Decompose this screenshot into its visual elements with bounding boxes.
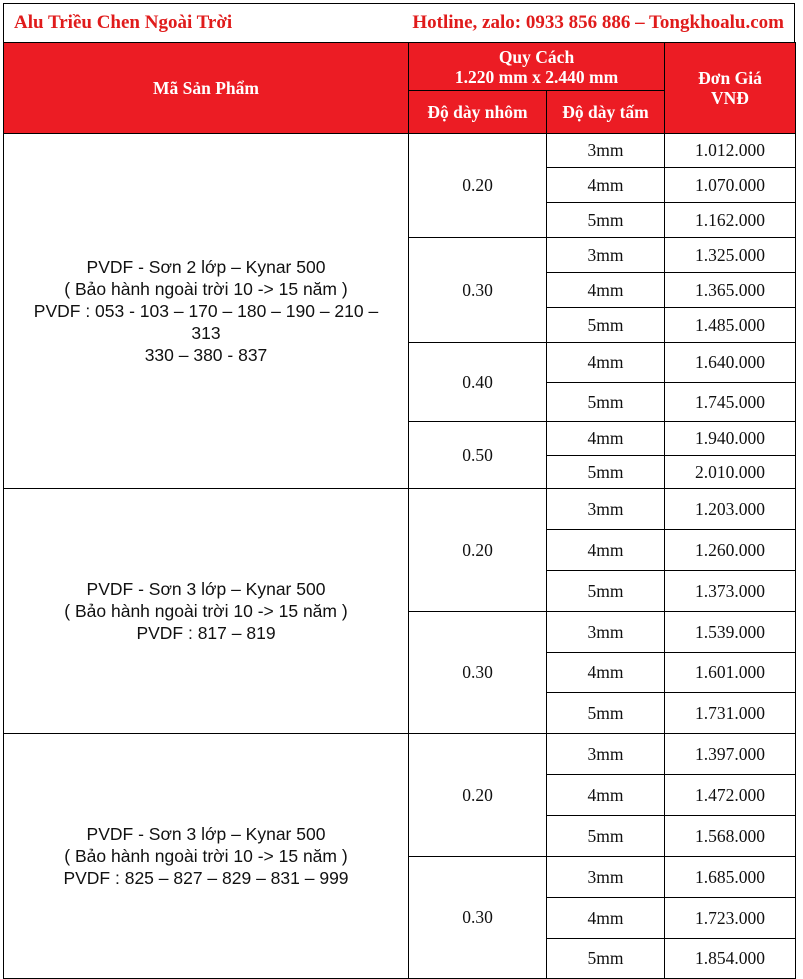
price-table — [3, 42, 796, 979]
panel-thickness-cell: 4mm — [547, 775, 665, 816]
header-panel-thickness: Độ dày tấm — [547, 91, 665, 134]
product-line: ( Bảo hành ngoài trời 10 -> 15 năm ) — [64, 846, 348, 866]
product-line: ( Bảo hành ngoài trời 10 -> 15 năm ) — [64, 279, 348, 299]
price-cell: 1.365.000 — [665, 273, 796, 308]
table-row — [4, 734, 796, 775]
panel-thickness-cell: 5mm — [547, 308, 665, 343]
price-cell: 1.854.000 — [665, 939, 796, 979]
panel-thickness-cell: 3mm — [547, 489, 665, 530]
product-line: PVDF : 817 – 819 — [136, 623, 276, 643]
panel-thickness-cell: 3mm — [547, 612, 665, 653]
product-line: PVDF : 825 – 827 – 829 – 831 – 999 — [63, 868, 349, 888]
product-cell — [4, 134, 409, 489]
price-cell: 1.485.000 — [665, 308, 796, 343]
price-cell: 1.203.000 — [665, 489, 796, 530]
price-cell: 1.373.000 — [665, 571, 796, 612]
product-line: PVDF - Sơn 3 lớp – Kynar 500 — [86, 824, 326, 844]
header-price-unit: VNĐ — [711, 88, 749, 108]
price-cell: 1.601.000 — [665, 653, 796, 693]
price-cell: 1.940.000 — [665, 422, 796, 456]
price-cell: 1.731.000 — [665, 693, 796, 734]
panel-thickness-cell: 4mm — [547, 653, 665, 693]
price-cell: 1.640.000 — [665, 343, 796, 383]
table-header — [4, 43, 796, 134]
panel-thickness-cell: 5mm — [547, 939, 665, 979]
price-cell: 2.010.000 — [665, 456, 796, 489]
product-line: PVDF : 053 - 103 – 170 – 180 – 190 – 210 – — [33, 301, 379, 321]
aluminum-thickness-cell: 0.30 — [409, 238, 547, 343]
header-spec-title: Quy Cách — [498, 46, 575, 67]
panel-thickness-cell: 5mm — [547, 693, 665, 734]
product-line: PVDF - Sơn 3 lớp – Kynar 500 — [86, 579, 326, 599]
product-line: PVDF - Sơn 2 lớp – Kynar 500 — [86, 257, 326, 277]
header-aluminum-thickness: Độ dày nhôm — [409, 91, 547, 134]
product-line: 330 – 380 - 837 — [144, 345, 268, 365]
product-line: 313 — [191, 323, 221, 343]
panel-thickness-cell: 5mm — [547, 383, 665, 422]
panel-thickness-cell: 3mm — [547, 857, 665, 898]
price-cell: 1.685.000 — [665, 857, 796, 898]
price-cell: 1.472.000 — [665, 775, 796, 816]
price-cell: 1.012.000 — [665, 134, 796, 168]
panel-thickness-cell: 3mm — [547, 134, 665, 168]
price-cell: 1.260.000 — [665, 530, 796, 571]
panel-thickness-cell: 4mm — [547, 898, 665, 939]
price-cell: 1.745.000 — [665, 383, 796, 422]
aluminum-thickness-cell: 0.30 — [409, 612, 547, 734]
panel-thickness-cell: 5mm — [547, 456, 665, 489]
aluminum-thickness-cell: 0.30 — [409, 857, 547, 979]
header-price-title: Đơn Giá — [698, 68, 762, 88]
panel-thickness-cell: 5mm — [547, 203, 665, 238]
panel-thickness-cell: 4mm — [547, 530, 665, 571]
panel-thickness-cell: 4mm — [547, 422, 665, 456]
panel-thickness-cell: 5mm — [547, 571, 665, 612]
product-cell — [4, 489, 409, 734]
price-cell: 1.723.000 — [665, 898, 796, 939]
table-row — [4, 134, 796, 168]
header-price — [665, 43, 796, 134]
aluminum-thickness-cell: 0.40 — [409, 343, 547, 422]
header-product: Mã Sản Phẩm — [4, 43, 409, 134]
panel-thickness-cell: 3mm — [547, 734, 665, 775]
price-cell: 1.539.000 — [665, 612, 796, 653]
aluminum-thickness-cell: 0.20 — [409, 489, 547, 612]
price-cell: 1.325.000 — [665, 238, 796, 273]
aluminum-thickness-cell: 0.20 — [409, 134, 547, 238]
price-cell: 1.162.000 — [665, 203, 796, 238]
page-title: Alu Triều Chen Ngoài Trời — [14, 12, 233, 33]
table-row — [4, 489, 796, 530]
product-cell — [4, 734, 409, 979]
aluminum-thickness-cell: 0.20 — [409, 734, 547, 857]
header-spec — [409, 43, 665, 91]
table-body — [4, 134, 796, 979]
hotline-text: Hotline, zalo: 0933 856 886 – Tongkhoalu.com — [412, 12, 784, 33]
price-cell: 1.070.000 — [665, 168, 796, 203]
panel-thickness-cell: 5mm — [547, 816, 665, 857]
aluminum-thickness-cell: 0.50 — [409, 422, 547, 489]
panel-thickness-cell: 3mm — [547, 238, 665, 273]
title-bar — [3, 3, 795, 43]
panel-thickness-cell: 4mm — [547, 168, 665, 203]
panel-thickness-cell: 4mm — [547, 273, 665, 308]
header-spec-size: 1.220 mm x 2.440 mm — [454, 66, 619, 87]
price-cell: 1.397.000 — [665, 734, 796, 775]
price-cell: 1.568.000 — [665, 816, 796, 857]
panel-thickness-cell: 4mm — [547, 343, 665, 383]
product-line: ( Bảo hành ngoài trời 10 -> 15 năm ) — [64, 601, 348, 621]
